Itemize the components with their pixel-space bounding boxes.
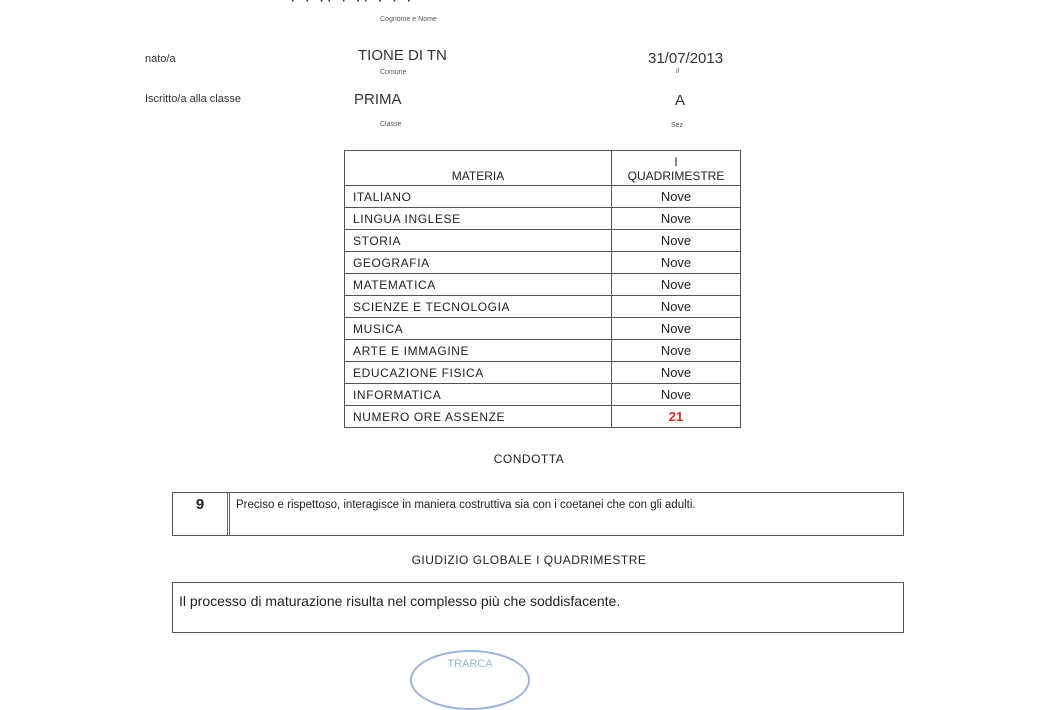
birth-date-caption: il	[676, 68, 680, 75]
condotta-box	[172, 492, 904, 536]
table-row	[345, 318, 741, 340]
subject-cell: STORIA	[345, 230, 612, 252]
grade-cell: Nove	[612, 208, 741, 230]
subject-cell: MATEMATICA	[345, 274, 612, 296]
birth-place: TIONE DI TN	[358, 47, 447, 64]
absences-label: NUMERO ORE ASSENZE	[345, 406, 612, 428]
grade-cell: Nove	[612, 274, 741, 296]
absences-value: 21	[612, 406, 741, 428]
header-period-line1: I	[674, 155, 678, 169]
condotta-text: Preciso e rispettoso, interagisce in maniera costruttiva sia con i coetanei che con gli adulti.	[236, 499, 696, 511]
student-name-cut	[290, 0, 414, 10]
subject-cell: INFORMATICA	[345, 384, 612, 406]
table-row	[345, 230, 741, 252]
table-row	[345, 208, 741, 230]
condotta-title: CONDOTTA	[493, 452, 565, 466]
giudizio-title: GIUDIZIO GLOBALE I QUADRIMESTRE	[411, 553, 647, 567]
grade-cell: Nove	[612, 252, 741, 274]
name-caption: Cognome e Nome	[380, 16, 437, 23]
absences-row	[345, 406, 741, 428]
grade-cell: Nove	[612, 186, 741, 208]
table-row	[345, 252, 741, 274]
header-period-line2: QUADRIMESTRE	[627, 169, 725, 183]
table-row	[345, 296, 741, 318]
stamp-text: TRARCA	[447, 658, 493, 670]
grade-cell: Nove	[612, 318, 741, 340]
table-row	[345, 384, 741, 406]
class-caption: Classe	[380, 121, 402, 128]
birth-date: 31/07/2013	[648, 50, 724, 67]
class-label: Iscritto/a alla classe	[145, 93, 241, 105]
section-value: A	[675, 92, 686, 109]
table-row	[345, 362, 741, 384]
subject-cell: GEOGRAFIA	[345, 252, 612, 274]
grade-cell: Nove	[612, 340, 741, 362]
giudizio-text: Il processo di maturazione risulta nel complesso più che soddisfacente.	[179, 593, 621, 609]
table-row	[345, 274, 741, 296]
subject-cell: SCIENZE E TECNOLOGIA	[345, 296, 612, 318]
table-row	[345, 186, 741, 208]
class-value: PRIMA	[354, 91, 402, 108]
condotta-grade: 9	[173, 493, 230, 535]
grade-cell: Nove	[612, 296, 741, 318]
birth-label: nato/a	[145, 53, 176, 65]
giudizio-box	[172, 582, 904, 633]
school-stamp	[410, 650, 530, 710]
section-caption: Sez	[671, 122, 684, 129]
grade-cell: Nove	[612, 230, 741, 252]
subject-cell: LINGUA INGLESE	[345, 208, 612, 230]
birth-place-caption: Comune	[380, 69, 407, 76]
grades-table	[344, 150, 741, 428]
table-row	[345, 340, 741, 362]
subject-cell: EDUCAZIONE FISICA	[345, 362, 612, 384]
header-subject: MATERIA	[345, 151, 612, 186]
grades-header-row	[345, 151, 741, 186]
grade-cell: Nove	[612, 362, 741, 384]
subject-cell: ARTE E IMMAGINE	[345, 340, 612, 362]
subject-cell: ITALIANO	[345, 186, 612, 208]
subject-cell: MUSICA	[345, 318, 612, 340]
grade-cell: Nove	[612, 384, 741, 406]
header-period	[612, 151, 741, 186]
